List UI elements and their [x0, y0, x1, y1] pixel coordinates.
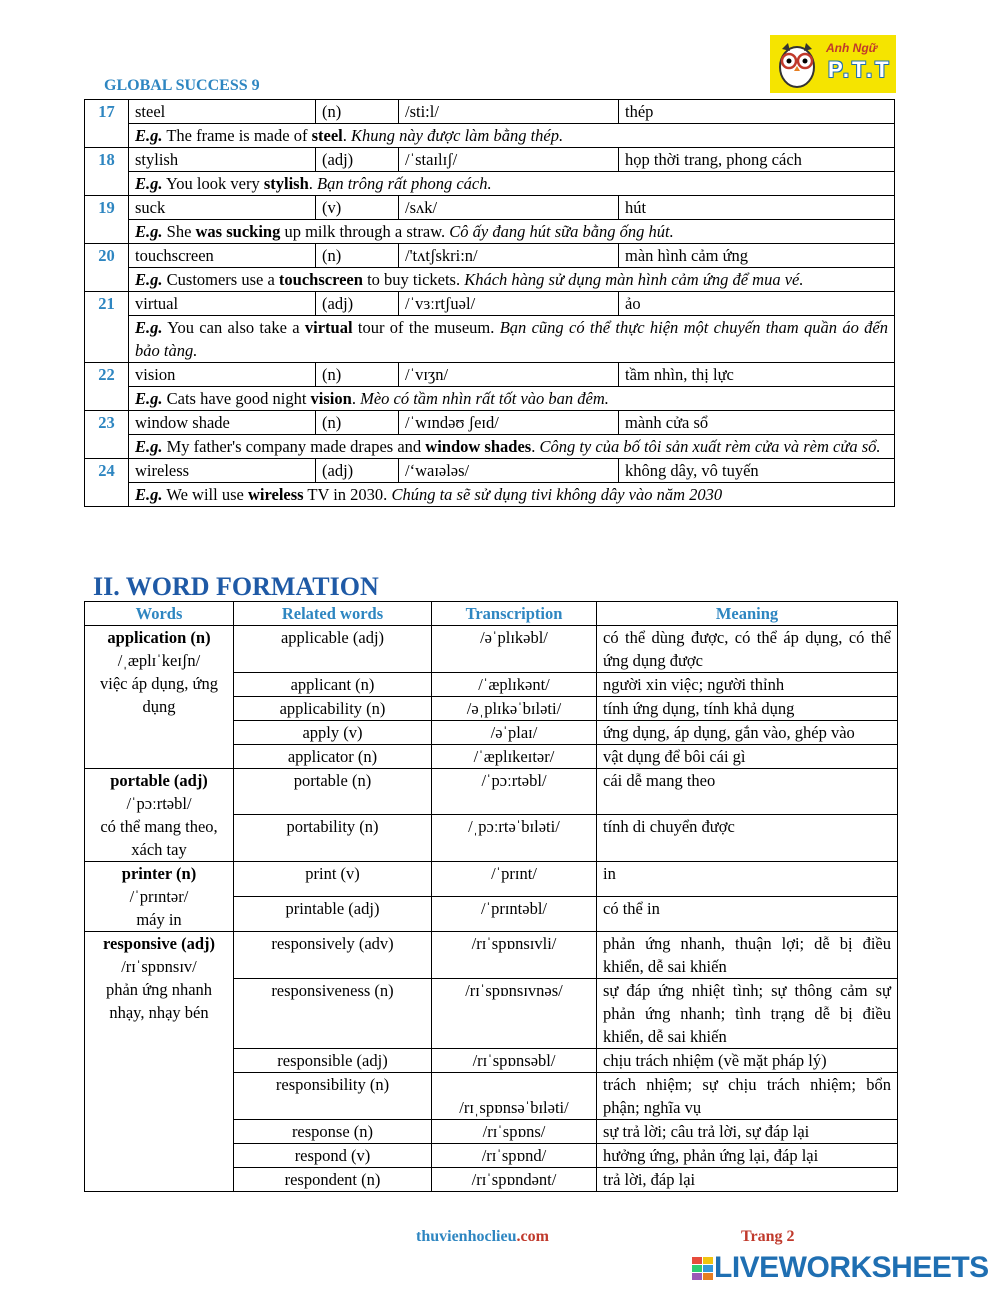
related-word: print (v) — [234, 862, 432, 897]
word-formation-row — [85, 932, 898, 979]
related-transcription: /ˌpɔːrtəˈbɪləti/ — [432, 815, 597, 862]
example-translation: Khách hàng sử dụng màn hình cảm ứng để mua vé. — [464, 270, 804, 289]
entry-ipa: /ˈwɪndəʊ ʃeɪd/ — [399, 411, 619, 435]
example-translation: Bạn cũng có thể thực hiện một chuyến tham quần áo đến bảo tàng. — [135, 318, 888, 360]
entry-number: 21 — [85, 292, 129, 363]
entry-part-of-speech: (adj) — [316, 459, 399, 483]
entry-word: virtual — [129, 292, 316, 316]
example-label: E.g. — [135, 437, 163, 456]
base-word: application (n) — [107, 628, 211, 647]
related-meaning: phản ứng nhanh, thuận lợi; dễ bị điều khiển, dễ sai khiến — [597, 932, 898, 979]
base-word: portable (adj) — [110, 771, 208, 790]
liveworksheets-wordmark: LIVEWORKSHEETS — [714, 1251, 989, 1284]
example-text-before: You look very — [162, 174, 264, 193]
example-text-before: She — [162, 222, 196, 241]
example-sentence — [129, 172, 895, 196]
word-formation-row — [85, 769, 898, 815]
related-word: portable (n) — [234, 769, 432, 815]
related-transcription: /ˈprɪntəbl/ — [432, 897, 597, 932]
example-text-before: Customers use a — [162, 270, 279, 289]
base-word-cell — [85, 862, 234, 932]
vocab-row — [85, 292, 895, 316]
base-word-ipa: /rɪˈspɒnsɪv/ — [121, 957, 197, 976]
related-word: applicability (n) — [234, 697, 432, 721]
related-word: applicant (n) — [234, 673, 432, 697]
column-header-words: Words — [85, 602, 234, 626]
table-header-row — [85, 602, 898, 626]
example-label: E.g. — [135, 318, 163, 337]
example-translation: Khung này được làm bằng thép. — [350, 126, 564, 145]
example-keyword: stylish — [263, 174, 309, 193]
entry-ipa: /sti:l/ — [399, 100, 619, 124]
related-transcription: /əˈplaɪ/ — [432, 721, 597, 745]
example-sentence — [129, 268, 895, 292]
base-word-cell — [85, 626, 234, 769]
entry-number: 19 — [85, 196, 129, 244]
example-row — [85, 124, 895, 148]
entry-ipa: /sʌk/ — [399, 196, 619, 220]
example-row — [85, 172, 895, 196]
column-header-transcription: Transcription — [432, 602, 597, 626]
entry-meaning: hút — [619, 196, 895, 220]
related-meaning: trách nhiệm; sự chịu trách nhiệm; bổn phận; nghĩa vụ — [597, 1073, 898, 1120]
vocab-row — [85, 411, 895, 435]
example-translation: Cô ấy đang hút sữa bằng ống hút. — [449, 222, 674, 241]
entry-ipa: /‘waɪələs/ — [399, 459, 619, 483]
section-title-word-formation: II. WORD FORMATION — [93, 572, 379, 601]
related-word: respond (v) — [234, 1144, 432, 1168]
entry-number: 22 — [85, 363, 129, 411]
entry-meaning: màn hình cảm ứng — [619, 244, 895, 268]
related-transcription: /ˈprɪnt/ — [432, 862, 597, 897]
related-meaning: tính ứng dụng, tính khả dụng — [597, 697, 898, 721]
base-word: responsive (adj) — [103, 934, 215, 953]
entry-word: suck — [129, 196, 316, 220]
example-label: E.g. — [135, 174, 163, 193]
example-sentence — [129, 316, 895, 363]
example-sentence — [129, 220, 895, 244]
related-word: responsible (adj) — [234, 1049, 432, 1073]
vocab-row — [85, 363, 895, 387]
related-transcription: /rɪˈspɒndənt/ — [432, 1168, 597, 1192]
entry-word: window shade — [129, 411, 316, 435]
example-text-after: . — [351, 389, 361, 408]
example-translation: Mèo có tầm nhìn rất tốt vào ban đêm. — [360, 389, 609, 408]
example-row — [85, 387, 895, 411]
example-keyword: virtual — [304, 318, 353, 337]
example-row — [85, 268, 895, 292]
entry-meaning: không dây, vô tuyến — [619, 459, 895, 483]
entry-meaning: thép — [619, 100, 895, 124]
base-word-cell — [85, 932, 234, 1192]
example-translation: Bạn trông rất phong cách. — [317, 174, 492, 193]
related-transcription: /əˈplɪkəbl/ — [432, 626, 597, 673]
base-word-ipa: /ˌæplɪˈkeɪʃn/ — [117, 651, 201, 670]
vocabulary-table — [84, 99, 895, 507]
example-text-before: My father's company made drapes and — [162, 437, 426, 456]
related-word: applicator (n) — [234, 745, 432, 769]
example-row — [85, 316, 895, 363]
entry-ipa: /'tʌtʃskri:n/ — [399, 244, 619, 268]
example-text-after: up milk through a straw. — [280, 222, 450, 241]
example-text-before: We will use — [162, 485, 248, 504]
related-meaning: hưởng ứng, phản ứng lại, đáp lại — [597, 1144, 898, 1168]
entry-word: wireless — [129, 459, 316, 483]
example-translation: Công ty của bố tôi sản xuất rèm cửa và rèm cửa sổ. — [539, 437, 881, 456]
base-word-meaning: máy in — [136, 910, 182, 929]
column-header-meaning: Meaning — [597, 602, 898, 626]
vocab-row — [85, 459, 895, 483]
example-keyword: was sucking — [195, 222, 281, 241]
base-word-ipa: /ˈprɪntər/ — [129, 887, 189, 906]
example-translation: Chúng ta sẽ sử dụng tivi không dây vào năm 2030 — [391, 485, 723, 504]
related-meaning: vật dụng để bôi cái gì — [597, 745, 898, 769]
base-word-ipa: /ˈpɔːrtəbl/ — [126, 794, 192, 813]
owl-icon — [776, 39, 818, 89]
example-text-before: You can also take a — [162, 318, 305, 337]
related-meaning: sự trả lời; câu trả lời, sự đáp lại — [597, 1120, 898, 1144]
related-word: responsively (adv) — [234, 932, 432, 979]
entry-word: steel — [129, 100, 316, 124]
example-label: E.g. — [135, 126, 163, 145]
footer-website-link[interactable] — [416, 1228, 549, 1246]
entry-meaning: họp thời trang, phong cách — [619, 148, 895, 172]
related-word: printable (adj) — [234, 897, 432, 932]
entry-part-of-speech: (adj) — [316, 148, 399, 172]
brand-logo — [770, 35, 896, 93]
related-transcription: /rɪˈspɒnsɪvnəs/ — [432, 979, 597, 1049]
entry-part-of-speech: (n) — [316, 100, 399, 124]
logo-text-line2: P.T.T — [828, 57, 892, 82]
related-meaning: ứng dụng, áp dụng, gắn vào, ghép vào — [597, 721, 898, 745]
related-meaning: tính di chuyển được — [597, 815, 898, 862]
related-transcription: /ˈæplɪkənt/ — [432, 673, 597, 697]
example-row — [85, 435, 895, 459]
vocab-row — [85, 148, 895, 172]
related-meaning: có thể in — [597, 897, 898, 932]
related-transcription: /rɪˈspɒnsəbl/ — [432, 1049, 597, 1073]
example-sentence — [129, 124, 895, 148]
footer-site-name: thuvienhoclieu — [416, 1228, 517, 1245]
entry-word: vision — [129, 363, 316, 387]
example-label: E.g. — [135, 270, 163, 289]
base-word-meaning: phản ứng nhanh nhạy, nhạy bén — [105, 980, 213, 1022]
example-keyword: steel — [311, 126, 343, 145]
example-keyword: touchscreen — [278, 270, 363, 289]
entry-meaning: ảo — [619, 292, 895, 316]
example-text-before: Cats have good night — [162, 389, 311, 408]
base-word-meaning: có thể mang theo, xách tay — [100, 817, 218, 859]
related-word: respondent (n) — [234, 1168, 432, 1192]
related-word: responsiveness (n) — [234, 979, 432, 1049]
word-formation-row — [85, 862, 898, 897]
related-meaning: in — [597, 862, 898, 897]
vocab-row — [85, 244, 895, 268]
related-transcription: /rɪˌspɒnsəˈbɪləti/ — [432, 1073, 597, 1120]
related-transcription: /rɪˈspɒnd/ — [432, 1144, 597, 1168]
related-meaning: chịu trách nhiệm (về mặt pháp lý) — [597, 1049, 898, 1073]
entry-word: stylish — [129, 148, 316, 172]
liveworksheets-logo-icon — [692, 1257, 714, 1281]
example-sentence — [129, 483, 895, 507]
related-word: applicable (adj) — [234, 626, 432, 673]
entry-part-of-speech: (n) — [316, 411, 399, 435]
entry-meaning: mành cửa sổ — [619, 411, 895, 435]
example-sentence — [129, 435, 895, 459]
entry-part-of-speech: (n) — [316, 363, 399, 387]
related-transcription: /ˈæplɪkeɪtər/ — [432, 745, 597, 769]
entry-number: 23 — [85, 411, 129, 459]
example-label: E.g. — [135, 485, 163, 504]
related-meaning: cái dễ mang theo — [597, 769, 898, 815]
entry-number: 24 — [85, 459, 129, 507]
example-label: E.g. — [135, 389, 163, 408]
example-label: E.g. — [135, 222, 163, 241]
entry-part-of-speech: (n) — [316, 244, 399, 268]
entry-ipa: /ˈvɪʒn/ — [399, 363, 619, 387]
example-text-after: tour of the museum. — [352, 318, 500, 337]
entry-number: 20 — [85, 244, 129, 292]
related-meaning: sự đáp ứng nhiệt tình; sự thông cảm sự phản ứng nhanh; tình trạng dễ bị điều khiển, dễ sai khiến — [597, 979, 898, 1049]
entry-number: 17 — [85, 100, 129, 148]
entry-part-of-speech: (v) — [316, 196, 399, 220]
vocab-row — [85, 100, 895, 124]
column-header-related-words: Related words — [234, 602, 432, 626]
logo-text-line1: Anh Ngữ — [826, 41, 878, 55]
related-word: responsibility (n) — [234, 1073, 432, 1120]
word-formation-row — [85, 626, 898, 673]
document-header-title: GLOBAL SUCCESS 9 — [104, 77, 260, 94]
related-transcription: /ˈpɔːrtəbl/ — [432, 769, 597, 815]
related-meaning: người xin việc; người thỉnh — [597, 673, 898, 697]
example-text-after: TV in 2030. — [303, 485, 392, 504]
footer-site-domain: .com — [516, 1228, 549, 1245]
entry-word: touchscreen — [129, 244, 316, 268]
example-sentence — [129, 387, 895, 411]
related-meaning: có thể dùng được, có thể áp dụng, có thể ứng dụng được — [597, 626, 898, 673]
page-number: Trang 2 — [741, 1228, 795, 1245]
base-word-cell — [85, 769, 234, 862]
word-formation-table — [84, 601, 898, 1192]
example-text-before: The frame is made of — [162, 126, 312, 145]
example-text-after: . — [308, 174, 318, 193]
example-row — [85, 220, 895, 244]
related-transcription: /rɪˈspɒnsɪvli/ — [432, 932, 597, 979]
related-word: apply (v) — [234, 721, 432, 745]
entry-number: 18 — [85, 148, 129, 196]
example-text-after: . — [342, 126, 351, 145]
entry-ipa: /ˈvɜːrtʃuəl/ — [399, 292, 619, 316]
entry-part-of-speech: (adj) — [316, 292, 399, 316]
entry-ipa: /ˈstaɪlɪʃ/ — [399, 148, 619, 172]
example-text-after: . — [531, 437, 540, 456]
example-text-after: to buy tickets. — [362, 270, 465, 289]
example-keyword: window shades — [425, 437, 532, 456]
related-word: portability (n) — [234, 815, 432, 862]
vocab-row — [85, 196, 895, 220]
example-keyword: vision — [310, 389, 352, 408]
example-row — [85, 483, 895, 507]
related-transcription: /əˌplɪkəˈbɪləti/ — [432, 697, 597, 721]
related-meaning: trả lời, đáp lại — [597, 1168, 898, 1192]
related-word: response (n) — [234, 1120, 432, 1144]
example-keyword: wireless — [247, 485, 304, 504]
entry-meaning: tầm nhìn, thị lực — [619, 363, 895, 387]
base-word-meaning: việc áp dụng, ứng dụng — [100, 674, 218, 716]
base-word: printer (n) — [121, 864, 197, 883]
related-transcription: /rɪˈspɒns/ — [432, 1120, 597, 1144]
